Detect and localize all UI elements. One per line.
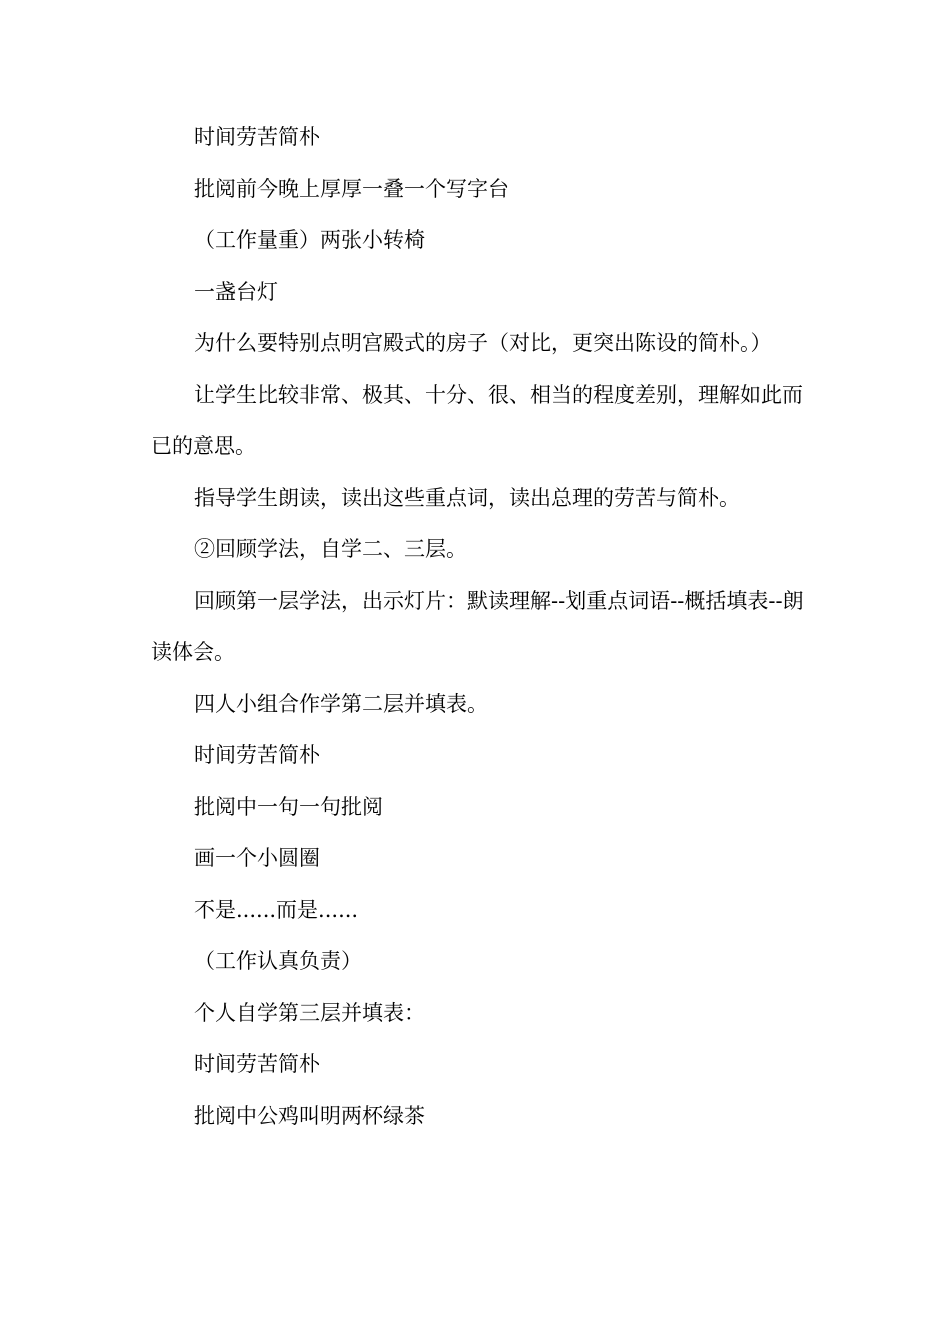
paragraph: 为什么要特别点明宫殿式的房子（对比，更突出陈设的简朴。） (194, 331, 772, 355)
paragraph: 时间劳苦简朴 (194, 125, 320, 149)
paragraph: 时间劳苦简朴 (194, 743, 320, 767)
paragraph: 批阅中公鸡叫明两杯绿茶 (194, 1103, 425, 1128)
paragraph: 不是......而是...... (194, 897, 359, 922)
paragraph: 四人小组合作学第二层并填表。 (194, 691, 488, 716)
paragraph: 批阅前今晚上厚厚一叠一个写字台 (194, 176, 509, 201)
paragraph: 批阅中一句一句批阅 (194, 794, 383, 819)
paragraph: 指导学生朗读，读出这些重点词，读出总理的劳苦与简朴。 (194, 485, 740, 510)
paragraph: 画一个小圆圈 (194, 846, 320, 870)
paragraph: ②回顾学法，自学二、三层。 (194, 537, 467, 561)
paragraph: 回顾第一层学法，出示灯片：默读理解--划重点词语--概括填表--朗读体会。 (151, 588, 804, 664)
paragraph: 让学生比较非常、极其、十分、很、相当的程度差别，理解如此而已的意思。 (151, 382, 803, 458)
document-body (151, 112, 811, 1142)
paragraph: 一盏台灯 (194, 279, 278, 304)
paragraph: 个人自学第三层并填表： (194, 1000, 425, 1025)
paragraph: （工作认真负责） (194, 949, 362, 973)
paragraph: 时间劳苦简朴 (194, 1052, 320, 1076)
paragraph: （工作量重）两张小转椅 (194, 228, 425, 252)
